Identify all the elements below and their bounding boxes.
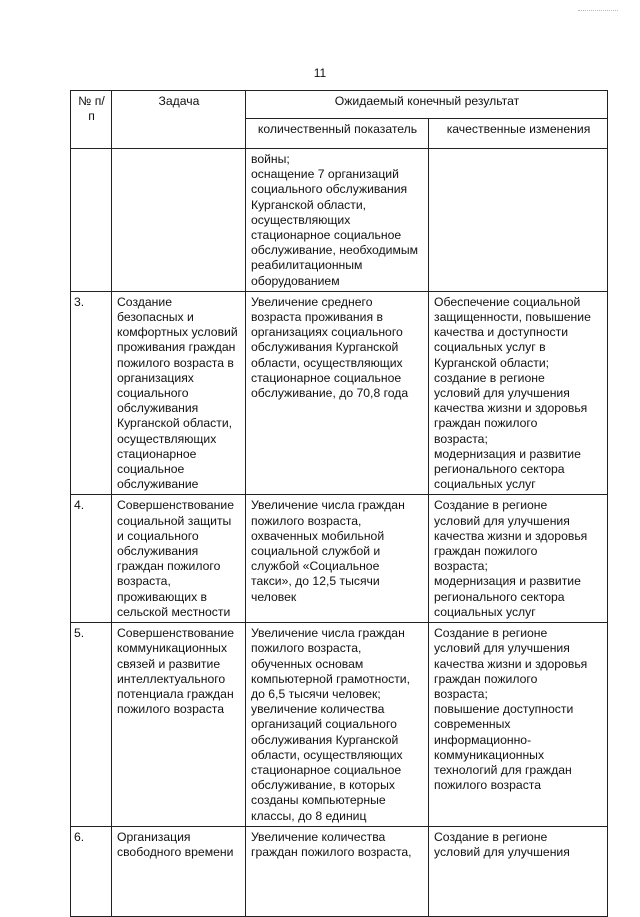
page-number: 11 [313,66,327,80]
cell-line: оснащение 7 организаций [251,167,399,182]
cell-line: социальных услуг в [434,340,546,355]
cell-line: интеллектуального [117,671,226,686]
cell-line: качества жизни и здоровья [434,401,588,416]
cell-line: пожилого возраста в [117,355,234,370]
cell-line: модернизация и развитие [434,574,581,589]
cell-line: Увеличение числа граждан [251,498,405,513]
cell-line: проживания граждан [117,340,236,355]
cell-line: человек [251,589,297,604]
cell-line: условий для улучшения [434,513,570,528]
cell-line: Создание в регионе [434,498,548,513]
cell-line: свободного времени [117,844,234,859]
cell-line: возраста; [434,431,488,446]
cell-line: Совершенствование [117,626,234,641]
cell-line: стационарное [117,446,197,461]
cell-line: пожилого возраста, [251,513,362,528]
cell-line: условий для улучшения [434,386,570,401]
table-row [71,826,608,916]
cell-line: Создание в регионе [434,829,548,844]
cell-line: возраста проживания в [251,310,383,325]
cell-line: современных [434,717,511,732]
qualitative-cell [429,623,608,827]
cell-line: Создание [117,294,172,309]
row-number: 3. [71,291,112,495]
cell-line: обслуживания [117,544,199,559]
cell-line: такси», до 12,5 тысячи [251,574,380,589]
cell-line: Курганской области, [117,416,233,431]
cell-line: Создание в регионе [434,626,548,641]
cell-line: создание в регионе [434,370,545,385]
cell-line: обслуживание, до 70,8 года [251,386,409,401]
cell-line: связей и развитие [117,656,221,671]
cell-line: обслуживания [117,401,199,416]
cell-line: Совершенствование [117,498,234,513]
cell-line: компьютерной грамотности, [251,671,411,686]
cell-line: осуществляющих [117,431,217,446]
header-qualitative: качественные изменения [429,119,608,149]
results-table [70,90,608,917]
cell-line: коммуникационных [434,747,545,762]
header-quantitative: количественный показатель [246,119,429,149]
cell-line: качества и доступности [434,325,568,340]
header-task: Задача [112,91,246,149]
cell-line: осуществляющих [251,212,351,227]
cell-line: Курганской области, [251,197,367,212]
cell-line: обслуживание, в которых [251,778,395,793]
cell-line: социальной службой и [251,544,381,559]
cell-line: организаций социального [251,717,397,732]
qualitative-cell [429,291,608,495]
cell-line: условий для улучшения [434,641,570,656]
cell-line: до 6,5 тысячи человек; [251,686,381,701]
cell-line: пожилого возраста [117,702,225,717]
cell-line: технологий для граждан [434,762,572,777]
cell-line: охваченных мобильной [251,528,385,543]
cell-line: информационно- [434,732,532,747]
cell-line: созданы компьютерные [251,793,386,808]
cell-line: качества жизни и здоровья [434,656,588,671]
cell-line: организациях [117,370,194,385]
header-row [71,91,608,119]
cell-line: граждан пожилого [434,671,538,686]
cell-line: Увеличение числа граждан [251,626,405,641]
cell-line: Увеличение среднего [251,294,373,309]
row-number: 4. [71,495,112,623]
cell-line: граждан пожилого возраста, [251,844,412,859]
cell-line: обслуживания Курганской [251,340,399,355]
cell-line: стационарное социальное [251,228,402,243]
cell-line: безопасных и [117,310,194,325]
cell-line: стационарное социальное [251,370,402,385]
cell-line: обслуживания Курганской [251,732,399,747]
cell-line: модернизация и развитие [434,446,581,461]
cell-line: реабилитационным [251,258,363,273]
quantitative-cell [246,149,429,292]
cell-line: социальных услуг [434,604,536,619]
cell-line: социального [117,386,189,401]
cell-line: условий для улучшения [434,844,570,859]
cell-line: социальных услуг [434,477,536,492]
table-row [71,149,608,292]
cell-line: возраста; [434,559,488,574]
qualitative-cell [429,826,608,916]
row-number: 6. [71,826,112,916]
table-row [71,623,608,827]
task-cell [112,149,246,292]
quantitative-cell [246,826,429,916]
qualitative-cell [429,149,608,292]
qualitative-cell [429,495,608,623]
cell-line: социального обслуживания [251,182,408,197]
row-number: 5. [71,623,112,827]
cell-line: повышение доступности [434,702,574,717]
cell-line: Организация [117,829,191,844]
cell-line: Увеличение количества [251,829,386,844]
task-cell [112,623,246,827]
cell-line: обученных основам [251,656,364,671]
cell-line: коммуникационных [117,641,228,656]
task-cell [112,291,246,495]
cell-line: качества жизни и здоровья [434,528,588,543]
cell-line: увеличение количества [251,702,385,717]
cell-line: граждан пожилого [117,559,221,574]
cell-line: комфортных условий [117,325,238,340]
task-cell [112,495,246,623]
cell-line: обслуживание [117,477,199,492]
cell-line: защищенности, повышение [434,310,591,325]
cell-line: Обеспечение социальной [434,294,581,309]
row-number [71,149,112,292]
cell-line: классы, до 8 единиц [251,808,367,823]
cell-line: Курганской области; [434,355,550,370]
cell-line: граждан пожилого [434,544,538,559]
cell-line: социальное [117,462,185,477]
header-num: № п/п [71,91,112,149]
cell-line: потенциала граждан [117,686,234,701]
cell-line: возраста, [117,574,171,589]
table-row [71,291,608,495]
cell-line: социальной защиты [117,513,232,528]
cell-line: граждан пожилого [434,416,538,431]
cell-line: службой «Социальное [251,559,380,574]
cell-line: обслуживание, необходимым [251,243,418,258]
table-row [71,495,608,623]
cell-line: стационарное социальное [251,762,402,777]
task-cell [112,826,246,916]
cell-line: области, осуществляющих [251,355,403,370]
cell-line: проживающих в [117,589,208,604]
cell-line: оборудованием [251,273,340,288]
cell-line: и социального [117,528,199,543]
cell-line: сельской местности [117,604,231,619]
quantitative-cell [246,623,429,827]
cell-line: пожилого возраста, [251,641,362,656]
quantitative-cell [246,495,429,623]
cell-line: регионального сектора [434,589,565,604]
header-result: Ожидаемый конечный результат [246,91,608,119]
corner-mark [578,10,618,12]
cell-line: регионального сектора [434,462,565,477]
cell-line: войны; [251,152,290,166]
cell-line: пожилого возраста [434,778,542,793]
cell-line: возраста; [434,686,488,701]
quantitative-cell [246,291,429,495]
cell-line: области, осуществляющих [251,747,403,762]
cell-line: организациях социального [251,325,403,340]
